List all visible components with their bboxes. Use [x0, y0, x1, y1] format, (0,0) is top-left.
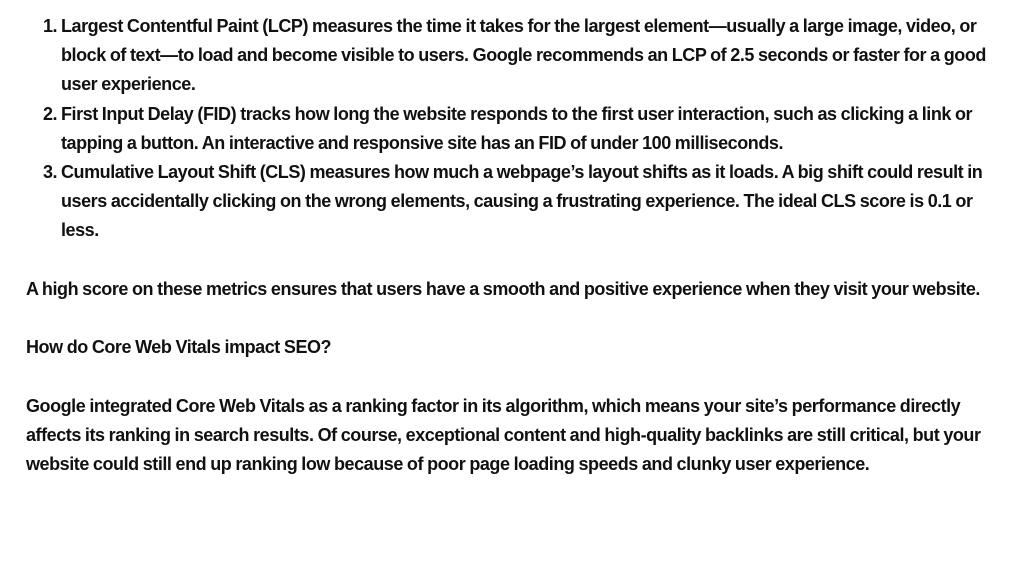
list-item-cls: [26, 158, 1006, 246]
list-number: 1.: [43, 16, 58, 36]
list-number: 2.: [43, 103, 58, 124]
list-item-text: Largest Contentful Paint (LCP) measures the time it takes for the largest element—usually a large image, video, or block of text—to load and become visible to users. Google recommends an LCP of 2.5 seconds or faster for a good user experience.: [61, 16, 986, 95]
article-content: [26, 12, 1006, 479]
spacer: [26, 304, 1006, 333]
list-item-text: First Input Delay (FID) tracks how long the website responds to the first user interaction, such as clicking a link or tapping a button. An interactive and responsive site has an FID of under 100 milliseconds.: [61, 103, 973, 153]
list-item-text: Cumulative Layout Shift (CLS) measures how much a webpage’s layout shifts as it loads. A big shift could result in users accidentally clicking on the wrong elements, causing a frustrating experience. The ideal CLS score is 0.1 or less.: [61, 162, 983, 241]
metrics-list: [26, 12, 1006, 246]
list-item-fid: [26, 100, 1006, 158]
section-heading: How do Core Web Vitals impact SEO?: [26, 337, 332, 358]
list-number: 3.: [43, 162, 58, 183]
summary-paragraph: A high score on these metrics ensures that users have a smooth and positive experience when they visit your website.: [26, 278, 980, 299]
spacer: [26, 362, 1006, 391]
section-body-paragraph: Google integrated Core Web Vitals as a ranking factor in its algorithm, which means your site’s performance directly affects its ranking in search results. Of course, exceptional content and high-quality backlinks are still critical, but your website could still end up ranking low because of poor page loading speeds and clunky user experience.: [26, 395, 981, 474]
spacer: [26, 246, 1006, 275]
list-item-lcp: [26, 12, 1006, 100]
